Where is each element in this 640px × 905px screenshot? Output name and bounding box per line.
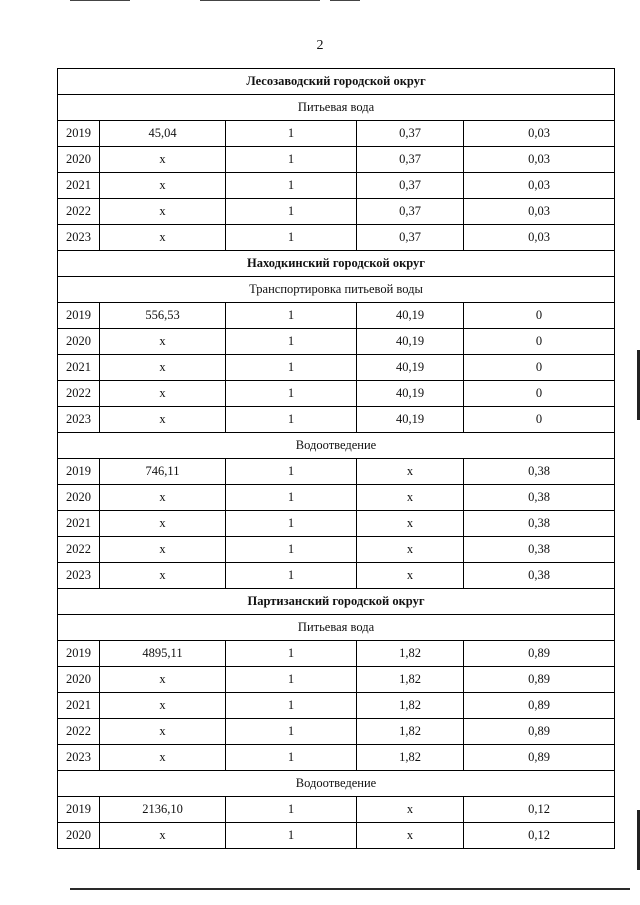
year-cell: 2023 [58, 407, 100, 433]
year-cell: 2020 [58, 485, 100, 511]
value-cell: х [100, 537, 226, 563]
rate-cell: х [357, 563, 464, 589]
rate-cell: 1,82 [357, 667, 464, 693]
index-cell: 1 [226, 173, 357, 199]
year-cell: 2020 [58, 329, 100, 355]
value-cell: х [100, 147, 226, 173]
service-header-row [58, 277, 615, 303]
index-cell: 1 [226, 537, 357, 563]
table-row [58, 329, 615, 355]
rate-cell: 40,19 [357, 355, 464, 381]
district-title: Партизанский городской округ [58, 589, 615, 615]
value-cell: х [100, 485, 226, 511]
rate-cell: 40,19 [357, 329, 464, 355]
year-cell: 2021 [58, 355, 100, 381]
table-row [58, 823, 615, 849]
value-cell: х [100, 563, 226, 589]
index-cell: 1 [226, 329, 357, 355]
index-cell: 1 [226, 199, 357, 225]
rate-cell: 1,82 [357, 745, 464, 771]
year-cell: 2019 [58, 459, 100, 485]
table-row [58, 407, 615, 433]
share-cell: 0,12 [464, 797, 615, 823]
scan-artifact [200, 0, 320, 1]
district-title: Лесозаводский городской округ [58, 69, 615, 95]
table-row [58, 667, 615, 693]
rate-cell: х [357, 537, 464, 563]
share-cell: 0,03 [464, 147, 615, 173]
table-row [58, 225, 615, 251]
share-cell: 0,38 [464, 485, 615, 511]
service-header-row [58, 433, 615, 459]
page-number: 2 [316, 38, 324, 53]
service-title: Водоотведение [58, 433, 615, 459]
index-cell: 1 [226, 459, 357, 485]
scan-artifact [330, 0, 360, 1]
service-title: Питьевая вода [58, 95, 615, 121]
table-row [58, 537, 615, 563]
rate-cell: х [357, 797, 464, 823]
table-row [58, 303, 615, 329]
district-header-row [58, 69, 615, 95]
value-cell: х [100, 693, 226, 719]
index-cell: 1 [226, 303, 357, 329]
value-cell: х [100, 667, 226, 693]
table-row [58, 641, 615, 667]
table-row [58, 485, 615, 511]
share-cell: 0 [464, 381, 615, 407]
table-body [58, 69, 615, 849]
year-cell: 2023 [58, 225, 100, 251]
value-cell: 746,11 [100, 459, 226, 485]
table-row [58, 147, 615, 173]
table-row [58, 511, 615, 537]
rate-cell: 40,19 [357, 303, 464, 329]
year-cell: 2019 [58, 121, 100, 147]
value-cell: х [100, 745, 226, 771]
share-cell: 0,89 [464, 745, 615, 771]
value-cell: 556,53 [100, 303, 226, 329]
table-row [58, 121, 615, 147]
table-row [58, 199, 615, 225]
index-cell: 1 [226, 511, 357, 537]
value-cell: х [100, 173, 226, 199]
index-cell: 1 [226, 225, 357, 251]
service-header-row [58, 771, 615, 797]
rate-cell: х [357, 485, 464, 511]
index-cell: 1 [226, 147, 357, 173]
district-header-row [58, 251, 615, 277]
scan-artifact [70, 0, 130, 1]
share-cell: 0,03 [464, 225, 615, 251]
table-row [58, 693, 615, 719]
index-cell: 1 [226, 745, 357, 771]
table-row [58, 797, 615, 823]
year-cell: 2023 [58, 563, 100, 589]
service-title: Водоотведение [58, 771, 615, 797]
index-cell: 1 [226, 719, 357, 745]
share-cell: 0,38 [464, 459, 615, 485]
rate-cell: 0,37 [357, 225, 464, 251]
value-cell: х [100, 719, 226, 745]
district-title: Находкинский городской округ [58, 251, 615, 277]
value-cell: х [100, 511, 226, 537]
year-cell: 2022 [58, 719, 100, 745]
share-cell: 0,12 [464, 823, 615, 849]
year-cell: 2022 [58, 381, 100, 407]
rate-cell: 0,37 [357, 199, 464, 225]
rate-cell: х [357, 823, 464, 849]
year-cell: 2021 [58, 511, 100, 537]
index-cell: 1 [226, 823, 357, 849]
table-row [58, 173, 615, 199]
table-row [58, 381, 615, 407]
index-cell: 1 [226, 381, 357, 407]
value-cell: х [100, 355, 226, 381]
share-cell: 0,38 [464, 537, 615, 563]
year-cell: 2019 [58, 641, 100, 667]
value-cell: х [100, 823, 226, 849]
index-cell: 1 [226, 355, 357, 381]
rate-cell: 1,82 [357, 641, 464, 667]
rate-cell: х [357, 511, 464, 537]
index-cell: 1 [226, 407, 357, 433]
share-cell: 0,03 [464, 199, 615, 225]
share-cell: 0 [464, 407, 615, 433]
rate-cell: 0,37 [357, 173, 464, 199]
value-cell: х [100, 407, 226, 433]
rate-cell: х [357, 459, 464, 485]
year-cell: 2019 [58, 797, 100, 823]
index-cell: 1 [226, 121, 357, 147]
year-cell: 2021 [58, 173, 100, 199]
index-cell: 1 [226, 797, 357, 823]
index-cell: 1 [226, 485, 357, 511]
district-header-row [58, 589, 615, 615]
value-cell: 45,04 [100, 121, 226, 147]
rate-cell: 40,19 [357, 407, 464, 433]
year-cell: 2022 [58, 199, 100, 225]
rate-cell: 40,19 [357, 381, 464, 407]
tariff-table [57, 68, 615, 849]
year-cell: 2023 [58, 745, 100, 771]
share-cell: 0 [464, 355, 615, 381]
value-cell: х [100, 225, 226, 251]
rate-cell: 0,37 [357, 121, 464, 147]
index-cell: 1 [226, 667, 357, 693]
year-cell: 2019 [58, 303, 100, 329]
value-cell: 2136,10 [100, 797, 226, 823]
service-header-row [58, 95, 615, 121]
rate-cell: 0,37 [357, 147, 464, 173]
index-cell: 1 [226, 641, 357, 667]
share-cell: 0,03 [464, 121, 615, 147]
table-row [58, 745, 615, 771]
share-cell: 0,89 [464, 667, 615, 693]
service-header-row [58, 615, 615, 641]
year-cell: 2021 [58, 693, 100, 719]
scan-artifact [70, 888, 630, 890]
index-cell: 1 [226, 563, 357, 589]
rate-cell: 1,82 [357, 693, 464, 719]
year-cell: 2020 [58, 147, 100, 173]
service-title: Питьевая вода [58, 615, 615, 641]
share-cell: 0,38 [464, 511, 615, 537]
service-title: Транспортировка питьевой воды [58, 277, 615, 303]
table-row [58, 719, 615, 745]
value-cell: 4895,11 [100, 641, 226, 667]
share-cell: 0 [464, 329, 615, 355]
year-cell: 2020 [58, 823, 100, 849]
year-cell: 2022 [58, 537, 100, 563]
share-cell: 0,03 [464, 173, 615, 199]
rate-cell: 1,82 [357, 719, 464, 745]
share-cell: 0 [464, 303, 615, 329]
value-cell: х [100, 199, 226, 225]
share-cell: 0,89 [464, 641, 615, 667]
share-cell: 0,38 [464, 563, 615, 589]
value-cell: х [100, 329, 226, 355]
table-row [58, 355, 615, 381]
year-cell: 2020 [58, 667, 100, 693]
index-cell: 1 [226, 693, 357, 719]
value-cell: х [100, 381, 226, 407]
table-row [58, 459, 615, 485]
table-row [58, 563, 615, 589]
share-cell: 0,89 [464, 719, 615, 745]
share-cell: 0,89 [464, 693, 615, 719]
